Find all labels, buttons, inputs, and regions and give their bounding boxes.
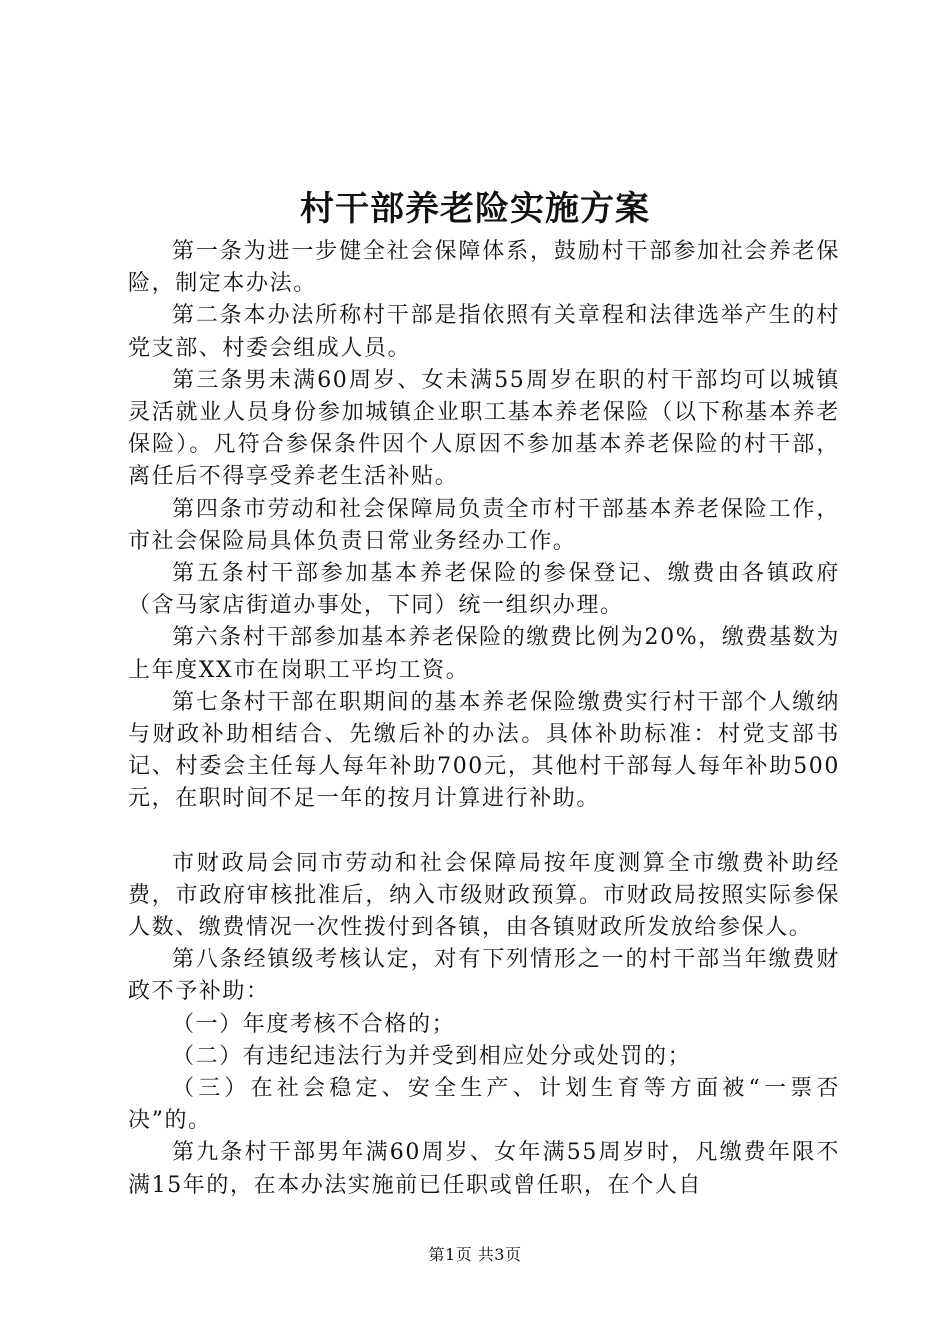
paragraph-article-1: 第一条为进一步健全社会保障体系，鼓励村干部参加社会养老保险，制定本办法。: [128, 239, 840, 297]
paragraph-article-2: 第二条本办法所称村干部是指依照有关章程和法律选举产生的村党支部、村委会组成人员。: [128, 303, 840, 361]
paragraph-funding: 市财政局会同市劳动和社会保障局按年度测算全市缴费补助经费，市政府审核批准后，纳入市级财政预算。市财政局按照实际参保人数、缴费情况一次性拨付到各镇，由各镇财政所发放给参保人。: [128, 850, 840, 941]
paragraph-article-9: 第九条村干部男年满60周岁、女年满55周岁时，凡缴费年限不满15年的，在本办法实施前已任职或曾任职，在个人自: [128, 1140, 840, 1198]
paragraph-article-4: 第四条市劳动和社会保障局负责全市村干部基本养老保险工作，市社会保险局具体负责日常业务经办工作。: [128, 496, 840, 554]
paragraph-article-7: 第七条村干部在职期间的基本养老保险缴费实行村干部个人缴纳与财政补助相结合、先缴后补的办法。具体补助标准：村党支部书记、村委会主任每人每年补助700元，其他村干部每人每年补助500元，在职时间不足一年的按月计算进行补助。: [128, 689, 840, 812]
document-title: 村干部养老险实施方案: [300, 189, 650, 229]
paragraph-article-5: 第五条村干部参加基本养老保险的参保登记、缴费由各镇政府（含马家店街道办事处，下同）统一组织办理。: [128, 561, 840, 619]
list-item-3: （三）在社会稳定、安全生产、计划生育等方面被“一票否决”的。: [128, 1076, 840, 1134]
page-number-footer: 第1页 共3页: [428, 1245, 522, 1264]
paragraph-article-3: 第三条男未满60周岁、女未满55周岁在职的村干部均可以城镇灵活就业人员身份参加城镇企业职工基本养老保险（以下称基本养老保险）。凡符合参保条件因个人原因不参加基本养老保险的村干部，离任后不得享受养老生活补贴。: [128, 367, 840, 490]
paragraph-gap: [128, 816, 840, 848]
paragraph-article-6: 第六条村干部参加基本养老保险的缴费比例为20%，缴费基数为上年度XX市在岗职工平均工资。: [128, 625, 840, 683]
list-item-2: （二）有违纪违法行为并受到相应处分或处罚的；: [172, 1043, 692, 1069]
list-item-1: （一）年度考核不合格的；: [172, 1011, 456, 1037]
paragraph-article-8: 第八条经镇级考核认定，对有下列情形之一的村干部当年缴费财政不予补助：: [128, 947, 840, 1005]
document-body: [128, 236, 840, 1202]
